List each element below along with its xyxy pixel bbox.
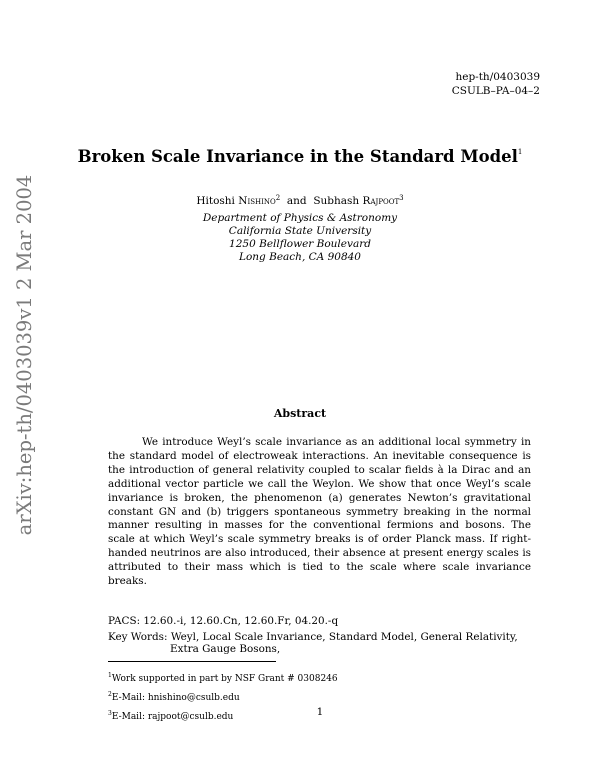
pacs-line: PACS: 12.60.-i, 12.60.Cn, 12.60.Fr, 04.20.-q	[108, 615, 339, 627]
footnote-text: E-Mail: rajpoot@csulb.edu	[111, 712, 234, 722]
author1-mark: 2	[275, 194, 281, 202]
author-conjunction: and	[286, 195, 307, 207]
title-footnote-mark: 1	[517, 148, 523, 156]
abstract-body	[108, 436, 531, 589]
keywords-label: Key Words:	[108, 631, 168, 643]
abstract-heading: Abstract	[273, 407, 327, 420]
keywords-line1: Weyl, Local Scale Invariance, Standard Model, General Relativity,	[170, 631, 518, 643]
report-id-arxiv: hep-th/0403039	[455, 71, 540, 83]
author1-first: Hitoshi	[196, 195, 235, 207]
affiliation-line: Long Beach, CA 90840	[239, 251, 361, 263]
abstract-paragraph: We introduce Weyl’s scale invariance as an additional local symmetry in the standard model of electroweak interactions. An inevitable consequence is the introduction of general relativity coupled to scalar fields à la Dirac and an additional vector particle we call the Weylon. We show that once Weyl’s scale invariance is broken, the phenomenon (a) generates Newton’s gravitational constant GN and (b) triggers spontaneous symmetry breaking in the normal manner resulting in masses for the conventional fermions and bosons. The scale at which Weyl’s scale symmetry breaks is of order Planck mass. If right-handed neutrinos are also introduced, their absence at present energy scales is attributed to their mass which is tied to the scale where scale invariance breaks.	[108, 436, 531, 588]
footnote-mark: 3	[108, 710, 112, 717]
affiliation-block	[0, 212, 600, 264]
author2-first: Subhash	[313, 195, 360, 207]
author2-last: Rajpoot	[362, 195, 400, 207]
affiliation-line: 1250 Bellflower Boulevard	[229, 238, 371, 250]
author1-last: Nishino	[238, 195, 276, 207]
report-id-csulb: CSULB–PA–04–2	[451, 85, 540, 97]
footnote-text: Work supported in part by NSF Grant # 0308246	[111, 674, 338, 684]
keywords-line2: Extra Gauge Bosons,	[170, 643, 281, 655]
author2-mark: 3	[399, 194, 404, 202]
page-number: 1	[316, 706, 324, 718]
arxiv-side-stamp: arXiv:hep-th/0403039v1 2 Mar 2004	[13, 174, 36, 536]
affiliation-line: California State University	[228, 225, 372, 237]
footnote-rule	[108, 661, 276, 662]
author-line	[0, 194, 600, 207]
footnote-mark: 2	[108, 691, 112, 698]
keywords-block	[108, 631, 518, 655]
footnote	[108, 668, 338, 687]
footnote	[108, 687, 338, 706]
paper-title-block	[0, 147, 600, 166]
affiliation-line: Department of Physics & Astronomy	[202, 212, 398, 224]
report-identifiers	[452, 70, 540, 98]
footnote-text: E-Mail: hnishino@csulb.edu	[111, 693, 240, 703]
paper-title: Broken Scale Invariance in the Standard Model	[77, 147, 518, 166]
footnote-mark: 1	[108, 672, 112, 679]
